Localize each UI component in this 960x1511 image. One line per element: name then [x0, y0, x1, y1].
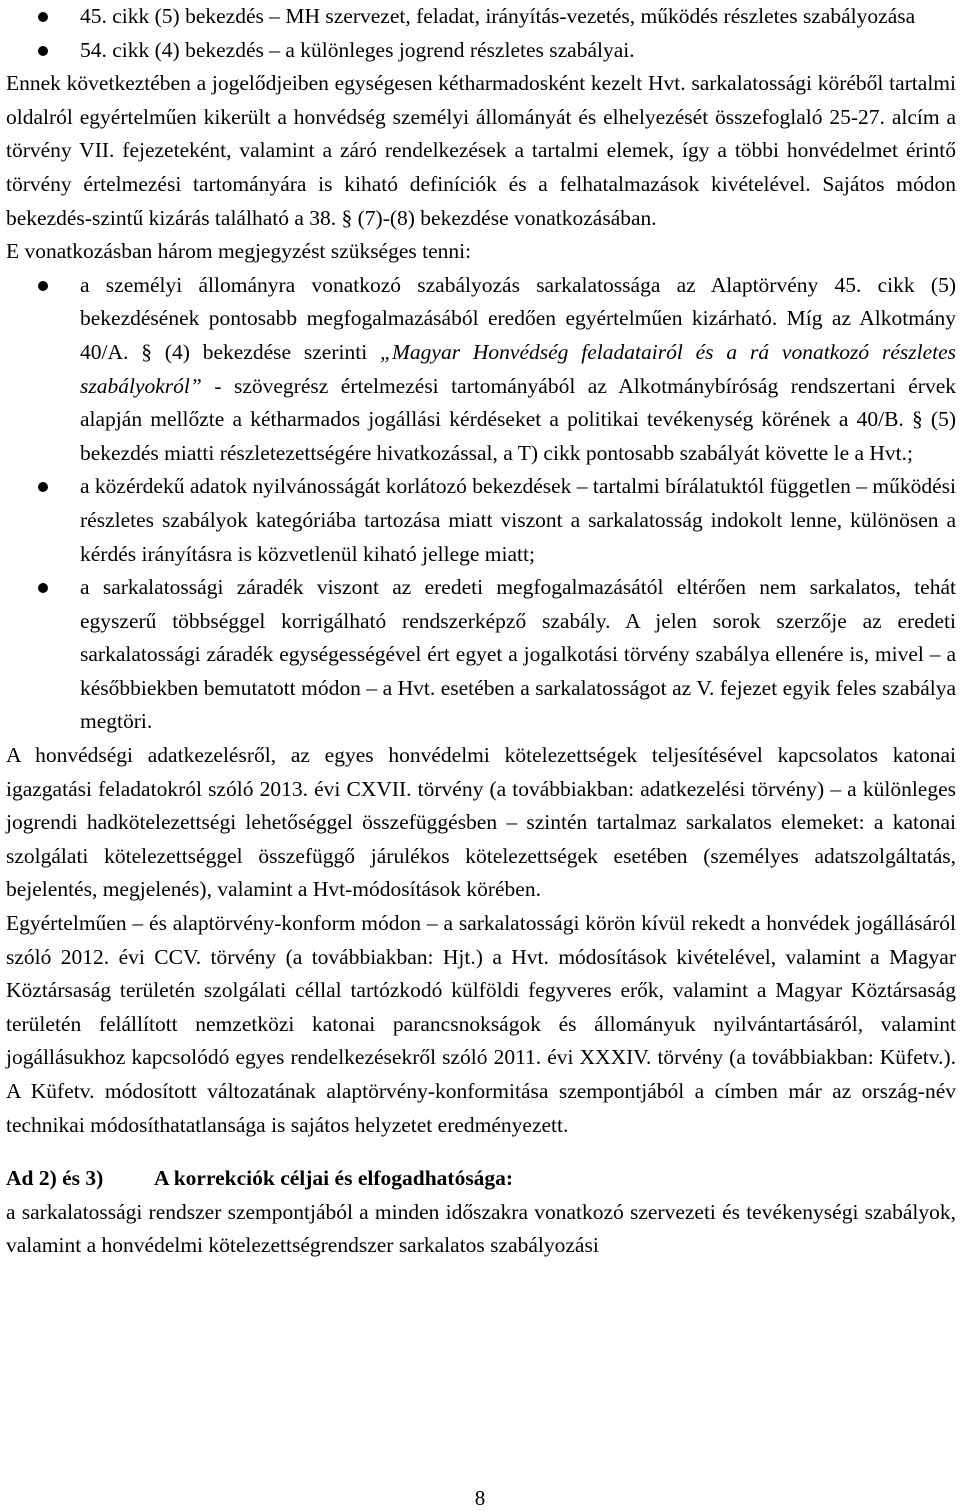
note-text: a sarkalatossági záradék viszont az eredeti megfogalmazásától eltérően nem sarkalatos, tehát egyszerű többséggel korrigálható rendszerképző szabály. A jelen sorok szerzője az eredeti sarkalatossági záradék egységességével ért egyet a jogalkotási törvény szabálya ellenére is, mivel – a későbbiekben bemutatott módon – a Hvt. esetében a sarkalatosságot az V. fejezet egyik feles szabálya megtöri. [80, 575, 956, 734]
list-item-text: 45. cikk (5) bekezdés – MH szervezet, feladat, irányítás-vezetés, működés részletes szabályozása [80, 4, 916, 28]
bullet-icon [38, 46, 48, 56]
bullet-icon [38, 12, 48, 22]
list-item [6, 470, 956, 571]
notes-list [6, 269, 956, 739]
bullet-icon [38, 583, 48, 593]
paragraph: E vonatkozásban három megjegyzést szükséges tenni: [6, 239, 472, 264]
paragraph: Egyértelműen – és alaptörvény-konform módon – a sarkalatossági körön kívül rekedt a honvédek jogállásáról szóló 2012. évi CCV. törvény (a továbbiakban: Hjt.) a Hvt. módosítások kivételével, valamint a Magyar Köztársaság területén szolgálati céllal tartózkodó külföldi fegyveres erők, valamint a Magyar Köztársaság területén felállított nemzetközi katonai parancsnokságok és állományuk nyilvántartásáról, valamint jogállásukhoz kapcsolódó egyes rendelkezésekről szóló 2011. évi XXXIV. törvény (a továbbiakban: Küfetv.). A Küfetv. módosított változatának alaptörvény-konformitása szempontjából a címben már az ország-név technikai módosíthatatlansága is sajátos helyzetet eredményezett. [6, 911, 956, 1137]
list-item [6, 0, 956, 34]
page-body [6, 0, 956, 1263]
list-item [6, 34, 956, 68]
quoted-phrase: „Magyar Honvédség feladatairól és a rá vonatkozó részletes szabályokról” [80, 339, 956, 398]
bullet-icon [38, 482, 48, 492]
page-number: 8 [474, 1486, 486, 1510]
section-number: Ad 2) és 3) [6, 1166, 104, 1191]
section-heading [6, 1162, 956, 1196]
list-item-text: 54. cikk (4) bekezdés – a különleges jogrend részletes szabályai. [80, 37, 635, 62]
note-text: - szövegrész értelmezési tartományából az Alkotmánybíróság rendszertani érvek alapján mellőzte a kétharmados jogállási kérdéseket a politikai tevékenység körének a 40/B. § (5) bekezdés miatti részletezettségére hivatkozással, a T) cikk pontosabb szabályát követte le a Hvt.; [80, 373, 956, 465]
article-list [6, 0, 956, 67]
bullet-icon [38, 281, 48, 291]
note-text: a közérdekű adatok nyilvánosságát korlátozó bekezdések – tartalmi bírálatuktól független – működési részletes szabályok kategóriába tartozása miatt viszont a sarkalatosság indokolt lenne, különösen a kérdés irányításra is közvetlenül kiható jellege miatt; [80, 474, 956, 566]
paragraph: a sarkalatossági rendszer szempontjából a minden időszakra vonatkozó szervezeti és tevékenységi szabályok, valamint a honvédelmi kötelezettségrendszer sarkalatos szabályozási [6, 1199, 956, 1258]
list-item [6, 571, 956, 739]
list-item [6, 269, 956, 471]
note-text: a személyi állományra vonatkozó szabályozás sarkalatossága az Alaptörvény 45. cikk (5) bekezdésének pontosabb megfogalmazásából eredően egyértelműen kizárható. Míg az Alkotmány 40/A. § (4) bekezdése szerinti [80, 272, 956, 364]
paragraph: A honvédségi adatkezelésről, az egyes honvédelmi kötelezettségek teljesítésével kapcsolatos katonai igazgatási feladatokról szóló 2013. évi CXVII. törvény (a továbbiakban: adatkezelési törvény) – a különleges jogrendi hadkötelezettségi lehetőséggel összefüggésben – szintén tartalmaz sarkalatos elemeket: a katonai szolgálati kötelezettséggel összefüggő járulékos kötelezettségek esetében (személyes adatszolgáltatás, bejelentés, megjelenés), valamint a Hvt-módosítások körében. [6, 743, 956, 902]
paragraph: Ennek következtében a jogelődjeiben egységesen kétharmadosként kezelt Hvt. sarkalatossági köréből tartalmi oldalról egyértelműen kikerült a honvédség személyi állományát és elhelyezését összefoglaló 25-27. alcím a törvény VII. fejezeteként, valamint a záró rendelkezések a tartalmi elemek, így a többi honvédelmet érintő törvény értelmezési tartományára is kiható definíciók és a felhatalmazások kivételével. Sajátos módon bekezdés-szintű kizárás található a 38. § (7)-(8) bekezdése vonatkozásában. [6, 71, 956, 230]
section-title: A korrekciók céljai és elfogadhatósága: [154, 1166, 514, 1191]
